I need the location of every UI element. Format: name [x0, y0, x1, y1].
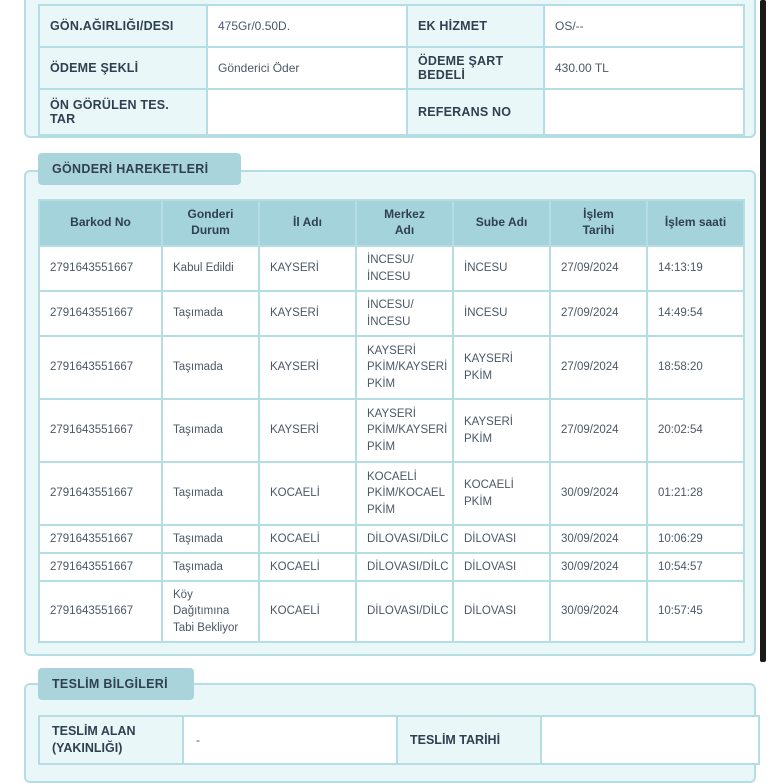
sube-cell: KOCAELİ PKİM — [453, 462, 550, 525]
merkez-cell: DİLOVASI/DİLC — [356, 553, 453, 581]
durum-cell: Köy Dağıtımına Tabi Bekliyor — [162, 581, 259, 642]
reference-no-label: REFERANS NO — [407, 89, 544, 135]
sube-cell: KAYSERİ PKİM — [453, 399, 550, 462]
payment-condition-value: 430.00 TL — [544, 47, 744, 89]
table-row — [39, 581, 744, 642]
il-cell: KOCAELİ — [259, 581, 356, 642]
sube-cell: İNCESU — [453, 246, 550, 291]
sube-cell: KAYSERİ PKİM — [453, 336, 550, 399]
tarih-cell: 30/09/2024 — [550, 581, 647, 642]
saat-cell: 10:57:45 — [647, 581, 744, 642]
recipient-value: - — [183, 716, 397, 764]
durum-cell: Kabul Edildi — [162, 246, 259, 291]
table-row — [39, 246, 744, 291]
barkod-cell: 2791643551667 — [39, 525, 162, 553]
delivery-table — [38, 715, 760, 765]
barkod-cell: 2791643551667 — [39, 462, 162, 525]
sube-cell: DİLOVASI — [453, 553, 550, 581]
il-cell: KOCAELİ — [259, 553, 356, 581]
il-cell: KAYSERİ — [259, 399, 356, 462]
col-saat: İşlem saati — [647, 200, 744, 246]
info-row-payment — [39, 47, 744, 89]
tarih-cell: 27/09/2024 — [550, 399, 647, 462]
table-row — [39, 462, 744, 525]
barkod-cell: 2791643551667 — [39, 399, 162, 462]
barkod-cell: 2791643551667 — [39, 291, 162, 336]
durum-cell: Taşımada — [162, 336, 259, 399]
movements-header-row — [39, 200, 744, 246]
extra-service-label: EK HİZMET — [407, 5, 544, 47]
weight-label: GÖN.AĞIRLIĞI/DESI — [39, 5, 207, 47]
saat-cell: 10:06:29 — [647, 525, 744, 553]
tarih-cell: 30/09/2024 — [550, 525, 647, 553]
movements-table — [38, 199, 745, 643]
saat-cell: 14:49:54 — [647, 291, 744, 336]
saat-cell: 20:02:54 — [647, 399, 744, 462]
delivery-date-label: TESLİM TARİHİ — [397, 716, 541, 764]
col-merkez: Merkez Adı — [356, 200, 453, 246]
extra-service-value: OS/-- — [544, 5, 744, 47]
tarih-cell: 27/09/2024 — [550, 291, 647, 336]
il-cell: KOCAELİ — [259, 462, 356, 525]
merkez-cell: İNCESU/ İNCESU — [356, 246, 453, 291]
payment-condition-label: ÖDEME ŞART BEDELİ — [407, 47, 544, 89]
forecast-date-value — [207, 89, 407, 135]
delivery-row — [39, 716, 759, 764]
info-row-weight — [39, 5, 744, 47]
payment-type-value: Gönderici Öder — [207, 47, 407, 89]
delivery-date-value — [541, 716, 759, 764]
reference-no-value — [544, 89, 744, 135]
tarih-cell: 30/09/2024 — [550, 462, 647, 525]
il-cell: KAYSERİ — [259, 291, 356, 336]
col-durum: Gonderi Durum — [162, 200, 259, 246]
durum-cell: Taşımada — [162, 399, 259, 462]
sube-cell: İNCESU — [453, 291, 550, 336]
tarih-cell: 27/09/2024 — [550, 336, 647, 399]
table-row — [39, 291, 744, 336]
merkez-cell: DİLOVASI/DİLC — [356, 525, 453, 553]
delivery-section-title: TESLİM BİLGİLERİ — [38, 668, 194, 700]
merkez-cell: İNCESU/ İNCESU — [356, 291, 453, 336]
payment-type-label: ÖDEME ŞEKLİ — [39, 47, 207, 89]
saat-cell: 18:58:20 — [647, 336, 744, 399]
merkez-cell: KAYSERİ PKİM/KAYSERİ PKİM — [356, 336, 453, 399]
movements-section-title: GÖNDERİ HAREKETLERİ — [38, 153, 241, 185]
saat-cell: 10:54:57 — [647, 553, 744, 581]
tarih-cell: 30/09/2024 — [550, 553, 647, 581]
col-tarih: İşlem Tarihi — [550, 200, 647, 246]
barkod-cell: 2791643551667 — [39, 246, 162, 291]
info-row-forecast — [39, 89, 744, 135]
durum-cell: Taşımada — [162, 462, 259, 525]
shipment-info-table — [38, 4, 745, 136]
tarih-cell: 27/09/2024 — [550, 246, 647, 291]
col-sube: Sube Adı — [453, 200, 550, 246]
col-il: İl Adı — [259, 200, 356, 246]
durum-cell: Taşımada — [162, 553, 259, 581]
barkod-cell: 2791643551667 — [39, 581, 162, 642]
table-row — [39, 399, 744, 462]
table-row — [39, 553, 744, 581]
il-cell: KAYSERİ — [259, 336, 356, 399]
durum-cell: Taşımada — [162, 525, 259, 553]
il-cell: KOCAELİ — [259, 525, 356, 553]
il-cell: KAYSERİ — [259, 246, 356, 291]
saat-cell: 14:13:19 — [647, 246, 744, 291]
table-row — [39, 525, 744, 553]
saat-cell: 01:21:28 — [647, 462, 744, 525]
merkez-cell: KAYSERİ PKİM/KAYSERİ PKİM — [356, 399, 453, 462]
sube-cell: DİLOVASI — [453, 581, 550, 642]
table-row — [39, 336, 744, 399]
recipient-label: TESLİM ALAN (YAKINLIĞI) — [39, 716, 183, 764]
weight-value: 475Gr/0.50D. — [207, 5, 407, 47]
col-barkod: Barkod No — [39, 200, 162, 246]
forecast-date-label: ÖN GÖRÜLEN TES. TAR — [39, 89, 207, 135]
sube-cell: DİLOVASI — [453, 525, 550, 553]
durum-cell: Taşımada — [162, 291, 259, 336]
barkod-cell: 2791643551667 — [39, 336, 162, 399]
merkez-cell: DİLOVASI/DİLC — [356, 581, 453, 642]
merkez-cell: KOCAELİ PKİM/KOCAEL PKİM — [356, 462, 453, 525]
vertical-scrollbar[interactable] — [760, 0, 766, 662]
barkod-cell: 2791643551667 — [39, 553, 162, 581]
